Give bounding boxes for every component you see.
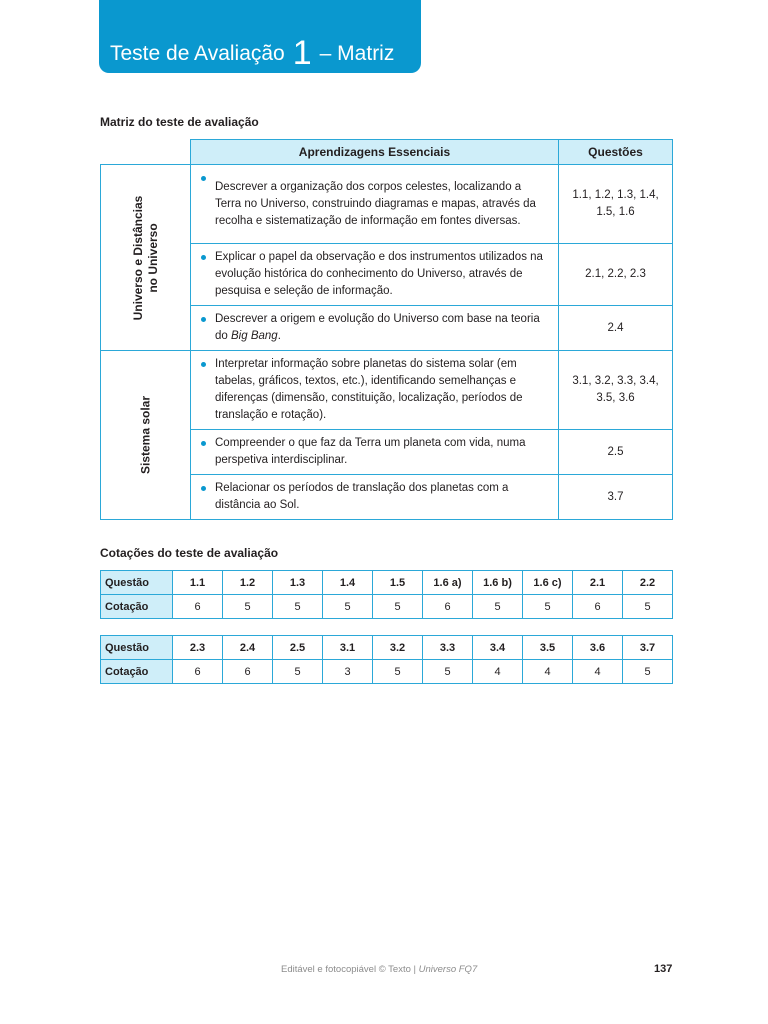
page-number: 137 bbox=[654, 963, 673, 975]
question-list: 2.4 bbox=[559, 306, 673, 351]
questao-row bbox=[101, 636, 673, 660]
score-cell: 5 bbox=[373, 595, 423, 619]
score-cell: 5 bbox=[623, 595, 673, 619]
bullet-icon bbox=[201, 255, 206, 260]
learning-description: Descrever a origem e evolução do Universo com base na teoria do Big Bang. bbox=[191, 306, 559, 351]
score-cell: 5 bbox=[223, 595, 273, 619]
header-title-part2: – Matriz bbox=[319, 42, 395, 65]
score-cell: 3 bbox=[323, 660, 373, 684]
footer-credits: Editável e fotocopiável © Texto | Universo FQ7 bbox=[281, 964, 478, 975]
score-cell: 5 bbox=[323, 595, 373, 619]
questao-row bbox=[101, 571, 673, 595]
matrix-row bbox=[101, 351, 673, 430]
header-title-part1: Teste de Avaliação bbox=[110, 42, 285, 65]
question-list: 1.1, 1.2, 1.3, 1.4, 1.5, 1.6 bbox=[559, 165, 673, 244]
score-cell: 4 bbox=[473, 660, 523, 684]
learning-description: Interpretar informação sobre planetas do sistema solar (em tabelas, gráficos, textos, etc.), identificando semelhanças e diferenças (dimensão, constituição, localização, períodos de translação e rotação). bbox=[191, 351, 559, 430]
matrix-row bbox=[101, 165, 673, 244]
score-cell: 5 bbox=[273, 660, 323, 684]
score-cell: 5 bbox=[273, 595, 323, 619]
bullet-icon bbox=[201, 176, 206, 181]
cotacao-row bbox=[101, 660, 673, 684]
question-cell: 3.5 bbox=[523, 636, 573, 660]
score-cell: 6 bbox=[423, 595, 473, 619]
learning-description: Compreender o que faz da Terra um planeta com vida, numa perspetiva interdisciplinar. bbox=[191, 430, 559, 475]
question-cell: 2.4 bbox=[223, 636, 273, 660]
question-cell: 1.1 bbox=[173, 571, 223, 595]
cotacoes-table-2 bbox=[100, 635, 673, 684]
question-cell: 3.7 bbox=[623, 636, 673, 660]
matrix-col-header-questoes: Questões bbox=[559, 140, 673, 165]
cotacoes-section-title: Cotações do teste de avaliação bbox=[100, 546, 279, 560]
cotacao-label: Cotação bbox=[101, 595, 173, 619]
bullet-icon bbox=[201, 486, 206, 491]
cotacoes-table-1 bbox=[100, 570, 673, 619]
question-list: 2.5 bbox=[559, 430, 673, 475]
learning-description: Explicar o papel da observação e dos instrumentos utilizados na evolução histórica do conhecimento do Universo, através de pesquisa e seleção de informação. bbox=[191, 244, 559, 306]
bullet-icon bbox=[201, 362, 206, 367]
question-cell: 2.5 bbox=[273, 636, 323, 660]
question-cell: 3.6 bbox=[573, 636, 623, 660]
matrix-col-header-aprendizagens: Aprendizagens Essenciais bbox=[191, 140, 559, 165]
category-label: Sistema solar bbox=[138, 395, 152, 475]
big-bang-italic: Big Bang bbox=[231, 330, 278, 342]
category-cell bbox=[101, 165, 191, 351]
question-cell: 2.3 bbox=[173, 636, 223, 660]
learning-description: Relacionar os períodos de translação dos planetas com a distância ao Sol. bbox=[191, 475, 559, 520]
cotacao-label: Cotação bbox=[101, 660, 173, 684]
question-cell: 1.6 a) bbox=[423, 571, 473, 595]
question-cell: 1.2 bbox=[223, 571, 273, 595]
question-list: 3.7 bbox=[559, 475, 673, 520]
matrix-table bbox=[100, 139, 673, 520]
score-cell: 6 bbox=[573, 595, 623, 619]
category-cell bbox=[101, 351, 191, 520]
score-cell: 4 bbox=[573, 660, 623, 684]
question-list: 3.1, 3.2, 3.3, 3.4, 3.5, 3.6 bbox=[559, 351, 673, 430]
questao-label: Questão bbox=[101, 571, 173, 595]
question-cell: 3.4 bbox=[473, 636, 523, 660]
question-cell: 3.2 bbox=[373, 636, 423, 660]
score-cell: 5 bbox=[523, 595, 573, 619]
learning-description: Descrever a organização dos corpos celestes, localizando a Terra no Universo, construindo diagramas e mapas, através da recolha e sistematização de informação em fontes diversas. bbox=[191, 165, 559, 244]
score-cell: 4 bbox=[523, 660, 573, 684]
page-header bbox=[99, 0, 421, 73]
question-cell: 1.6 c) bbox=[523, 571, 573, 595]
question-cell: 2.1 bbox=[573, 571, 623, 595]
question-list: 2.1, 2.2, 2.3 bbox=[559, 244, 673, 306]
matrix-section-title: Matriz do teste de avaliação bbox=[100, 115, 259, 129]
cotacao-row bbox=[101, 595, 673, 619]
question-cell: 1.4 bbox=[323, 571, 373, 595]
score-cell: 5 bbox=[373, 660, 423, 684]
score-cell: 6 bbox=[173, 595, 223, 619]
question-cell: 3.3 bbox=[423, 636, 473, 660]
bullet-icon bbox=[201, 317, 206, 322]
question-cell: 3.1 bbox=[323, 636, 373, 660]
question-cell: 1.3 bbox=[273, 571, 323, 595]
score-cell: 6 bbox=[223, 660, 273, 684]
header-test-number: 1 bbox=[292, 34, 312, 72]
questao-label: Questão bbox=[101, 636, 173, 660]
question-cell: 2.2 bbox=[623, 571, 673, 595]
question-cell: 1.6 b) bbox=[473, 571, 523, 595]
matrix-blank-header bbox=[101, 140, 191, 165]
score-cell: 5 bbox=[423, 660, 473, 684]
score-cell: 5 bbox=[473, 595, 523, 619]
score-cell: 6 bbox=[173, 660, 223, 684]
category-label: Universo e Distâncias no Universo bbox=[130, 195, 160, 320]
score-cell: 5 bbox=[623, 660, 673, 684]
question-cell: 1.5 bbox=[373, 571, 423, 595]
bullet-icon bbox=[201, 441, 206, 446]
